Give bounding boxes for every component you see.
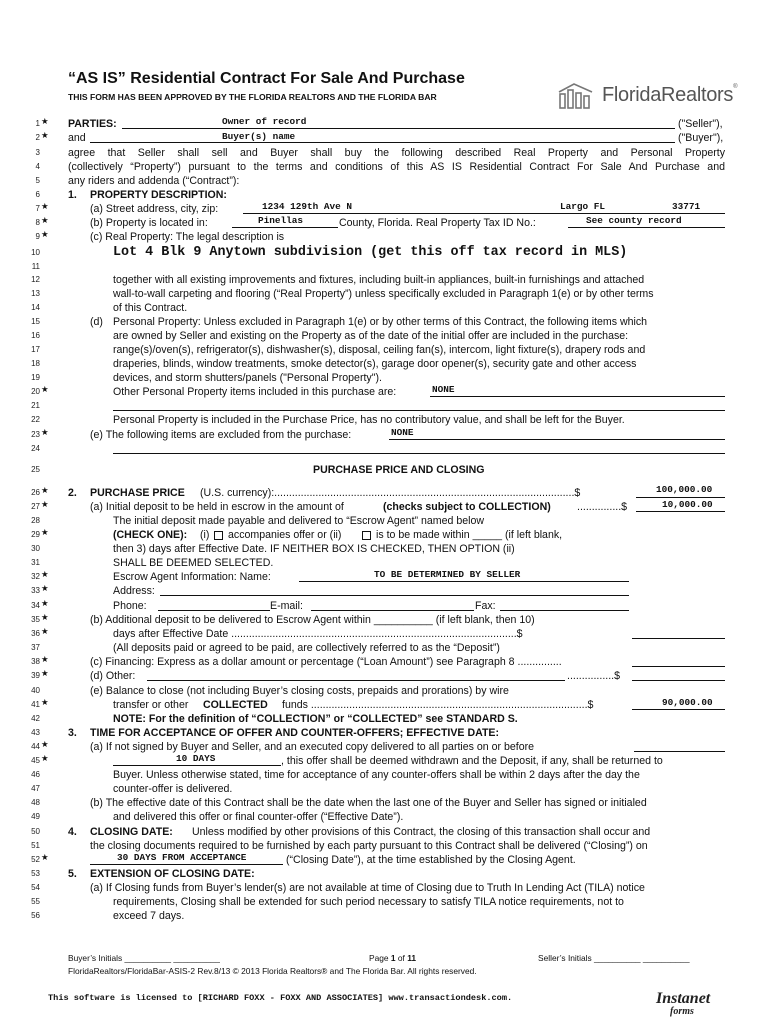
section-5-heading: 53 5. EXTENSION OF CLOSING DATE: [31, 868, 255, 880]
page-indicator: Page 1 of 11 [369, 953, 417, 963]
checkbox-accompanies-offer[interactable] [214, 531, 223, 540]
instanet-logo: Instanet [656, 990, 711, 1007]
excluded-items-field[interactable]: NONE [391, 427, 414, 438]
florida-realtors-wordmark: FloridaRealtors® [602, 84, 738, 106]
acceptance-date-field[interactable]: 10 DAYS [176, 753, 216, 764]
purchase-price-field[interactable]: 100,000.00 [656, 484, 713, 495]
section-3-heading: 43 3. TIME FOR ACCEPTANCE OF OFFER AND COUNTER-OFFERS; EFFECTIVE DATE: [31, 727, 500, 739]
closing-date-field[interactable]: 30 DAYS FROM ACCEPTANCE [117, 852, 247, 863]
balance-to-close-field[interactable]: 90,000.00 [662, 697, 713, 708]
document-subtitle: THIS FORM HAS BEEN APPROVED BY THE FLORIDA REALTORS AND THE FLORIDA BAR [68, 92, 437, 102]
city-field[interactable]: Largo FL [560, 201, 606, 212]
seller-initials[interactable]: Seller’s Initials __________ __________ [538, 953, 690, 963]
initial-deposit-field[interactable]: 10,000.00 [662, 499, 713, 510]
checkbox-made-within[interactable] [362, 531, 371, 540]
license-notice: This software is licensed to [RICHARD FOXX - FOXX AND ASSOCIATES] www.transactiondesk.com. [48, 993, 513, 1003]
document-title: “AS IS” Residential Contract For Sale And Purchase [68, 70, 465, 87]
buyer-initials[interactable]: Buyer’s Initials __________ __________ [68, 953, 220, 963]
instanet-forms-logo: forms [670, 1006, 694, 1017]
line-1: 1 ★ PARTIES: Owner of record ("Seller"), [35, 116, 723, 130]
line-2: 2 ★ and Buyer(s) name ("Buyer"), [35, 130, 724, 144]
form-identifier: FloridaRealtors/FloridaBar-ASIS-2 Rev.8/13 © 2013 Florida Realtors® and The Florida Bar. All rights reserved. [68, 966, 477, 976]
section-1-heading: 6 1. PROPERTY DESCRIPTION: [35, 189, 227, 201]
zip-field[interactable]: 33771 [672, 201, 701, 212]
street-address-field[interactable]: 1234 129th Ave N [262, 201, 353, 212]
tax-id-field[interactable]: See county record [586, 215, 682, 226]
escrow-agent-name-field[interactable]: TO BE DETERMINED BY SELLER [374, 569, 521, 580]
personal-property-field[interactable]: NONE [432, 384, 455, 395]
county-field[interactable]: Pinellas [258, 215, 304, 226]
buyer-name-field[interactable]: Buyer(s) name [222, 131, 296, 142]
seller-name-field[interactable]: Owner of record [222, 116, 307, 127]
section-heading-purchase-price: PURCHASE PRICE AND CLOSING [313, 464, 485, 476]
legal-description-field[interactable]: Lot 4 Blk 9 Anytown subdivision (get this off tax record in MLS) [113, 245, 628, 260]
